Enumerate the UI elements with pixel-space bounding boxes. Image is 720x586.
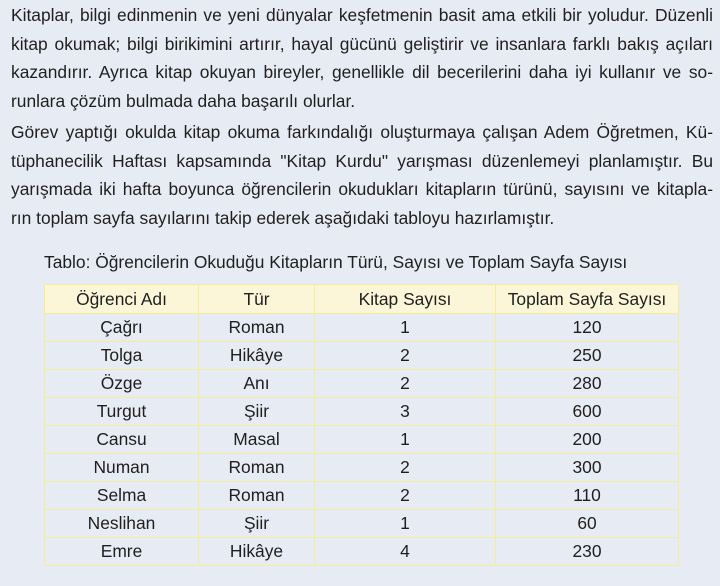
table-row (45, 426, 679, 454)
cell-book-count: 1 (315, 314, 496, 342)
cell-student-name: Selma (45, 482, 199, 510)
paragraph-line: Kitaplar, bilgi edinmenin ve yeni dünyalar keşfetmenin basit ama etkili bir yoludur. Düzenli (11, 5, 713, 25)
table-row (45, 370, 679, 398)
header-total-pages: Toplam Sayfa Sayısı (496, 285, 679, 314)
cell-book-count: 1 (315, 510, 496, 538)
table-row (45, 538, 679, 566)
cell-total-pages: 60 (496, 510, 679, 538)
cell-genre: Anı (199, 370, 315, 398)
paragraph-line: tüphanecilik Haftası kapsamında "Kitap Kurdu" yarışması düzenlemeyi planlamıştır. Bu (11, 150, 713, 171)
cell-total-pages: 120 (496, 314, 679, 342)
reading-table (44, 284, 679, 566)
cell-genre: Roman (199, 454, 315, 482)
cell-book-count: 2 (315, 370, 496, 398)
cell-genre: Hikâye (199, 342, 315, 370)
cell-genre: Roman (199, 314, 315, 342)
cell-total-pages: 200 (496, 426, 679, 454)
paragraph-line: rın toplam sayfa sayılarını takip ederek aşağıdaki tabloyu hazırlamıştır. (11, 207, 555, 228)
table-row (45, 454, 679, 482)
intro-paragraph (11, 1, 713, 115)
cell-total-pages: 250 (496, 342, 679, 370)
cell-total-pages: 280 (496, 370, 679, 398)
header-book-count: Kitap Sayısı (315, 285, 496, 314)
paragraph-line: yarışmada iki hafta boyunca öğrencilerin okudukları kitapların türünü, sayısını ve kitapla- (11, 179, 713, 199)
cell-genre: Roman (199, 482, 315, 510)
paragraph-line: kazandırır. Ayrıca kitap okuyan bireyler, genellikle dil becerilerini daha iyi kullanır ve so- (11, 62, 713, 82)
header-genre: Tür (199, 285, 315, 314)
cell-book-count: 3 (315, 398, 496, 426)
cell-book-count: 2 (315, 342, 496, 370)
cell-total-pages: 300 (496, 454, 679, 482)
cell-total-pages: 110 (496, 482, 679, 510)
cell-total-pages: 600 (496, 398, 679, 426)
cell-genre: Masal (199, 426, 315, 454)
paragraph-line: kitap okumak; bilgi birikimini artırır, hayal gücünü geliştirir ve insanlara farklı bakış açıları (11, 33, 713, 54)
table-row (45, 482, 679, 510)
cell-student-name: Tolga (45, 342, 199, 370)
table-caption: Tablo: Öğrencilerin Okuduğu Kitapların Türü, Sayısı ve Toplam Sayfa Sayısı (44, 252, 628, 272)
cell-student-name: Numan (45, 454, 199, 482)
cell-student-name: Çağrı (45, 314, 199, 342)
cell-student-name: Cansu (45, 426, 199, 454)
context-paragraph (11, 118, 713, 232)
cell-book-count: 2 (315, 454, 496, 482)
table-row (45, 398, 679, 426)
paragraph-line: Görev yaptığı okulda kitap okuma farkındalığı oluşturmaya çalışan Adem Öğretmen, Kü- (11, 122, 713, 142)
cell-genre: Şiir (199, 510, 315, 538)
paragraph-line: runlara çözüm bulmada daha başarılı olurlar. (11, 90, 356, 111)
cell-student-name: Özge (45, 370, 199, 398)
table-row (45, 510, 679, 538)
cell-genre: Hikâye (199, 538, 315, 566)
table-row (45, 314, 679, 342)
cell-student-name: Turgut (45, 398, 199, 426)
header-student-name: Öğrenci Adı (45, 285, 199, 314)
cell-student-name: Neslihan (45, 510, 199, 538)
table-header-row (45, 285, 679, 314)
cell-total-pages: 230 (496, 538, 679, 566)
cell-student-name: Emre (45, 538, 199, 566)
cell-book-count: 4 (315, 538, 496, 566)
cell-book-count: 1 (315, 426, 496, 454)
cell-genre: Şiir (199, 398, 315, 426)
cell-book-count: 2 (315, 482, 496, 510)
table-row (45, 342, 679, 370)
